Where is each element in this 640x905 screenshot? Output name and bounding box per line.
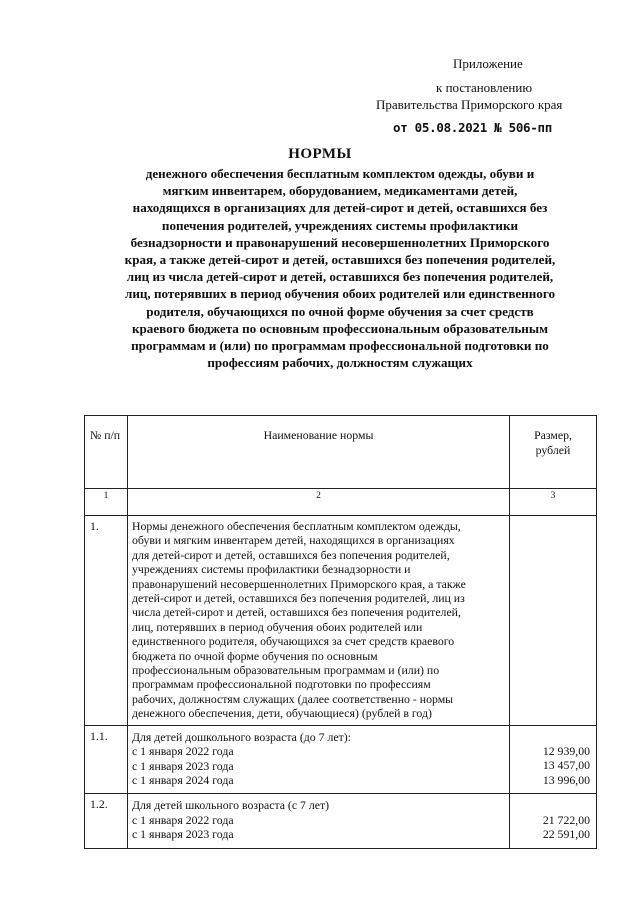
row-value: 12 939,00: [542, 744, 590, 759]
row-text-line: с 1 января 2023 года: [132, 758, 234, 773]
subtitle-line: мягким инвентарем, оборудованием, медикаментами детей,: [162, 183, 518, 199]
row-values: [510, 725, 597, 794]
subtitle-line: попечения родителей, учреждениях системы профилактики: [161, 217, 519, 233]
table-row: [85, 725, 597, 794]
subtitle-line: денежного обеспечения бесплатным комплектом одежды, обуви и: [145, 166, 535, 181]
row-text-line: детей-сирот и детей, оставшихся без попечения родителей, лиц из: [132, 591, 465, 606]
row-text-line: рабочих, должностям служащих (далее соответственно - нормы: [132, 691, 454, 706]
header-size: [510, 416, 597, 489]
subtitle-line: безнадзорности и правонарушений несовершеннолетних Приморского: [130, 234, 550, 250]
header-name: Наименование нормы: [128, 416, 510, 489]
row-values: [510, 794, 597, 848]
row-text-line: обуви и мягким инвентарем детей, находящихся в организациях: [132, 533, 455, 548]
appendix-label: Приложение: [453, 56, 523, 71]
resolution-number: от 05.08.2021 № 506-пп: [393, 120, 552, 135]
row-value: 22 591,00: [542, 827, 590, 842]
table-row: [85, 516, 597, 726]
row-number: 1.2.: [85, 794, 128, 848]
row-text-line: с 1 января 2023 года: [132, 827, 234, 842]
row-text-line: учреждениях системы профилактики безнадзорности и: [132, 562, 411, 577]
row-number: 1.: [85, 516, 128, 726]
row-text-line: с 1 января 2022 года: [132, 812, 234, 827]
row-text-line: правонарушений несовершеннолетних Приморского края, а также: [132, 576, 466, 591]
row-value: 21 722,00: [542, 812, 590, 827]
row-text-line: денежного обеспечения, дети, обучающиеся) (рублей в год): [132, 706, 432, 721]
header-size-line: рублей: [535, 443, 571, 457]
table-header-row: [85, 416, 597, 489]
subtitle-line: края, а также детей-сирот и детей, оставшихся без попечения родителей,: [124, 252, 556, 268]
subtitle-line: родителя, обучающихся по очной форме обучения за счет средств: [146, 303, 534, 319]
subtitle-line: программам и (или) по программам профессиональной подготовки по: [131, 338, 549, 354]
row-value: 13 996,00: [542, 772, 590, 787]
subtitle-line: профессиям рабочих, должностям служащих: [207, 355, 473, 371]
row-text-line: лиц, потерявших в период обучения обоих родителей или: [132, 619, 423, 634]
subtitle-line: лиц, потерявших в период обучения обоих родителей или единственного: [124, 286, 556, 302]
row-text-line: Для детей школьного возраста (с 7 лет): [132, 798, 330, 813]
row-value: 13 457,00: [542, 758, 590, 773]
row-text-line: бюджета по очной форме обучения по основным: [132, 648, 378, 663]
document-subtitle: [84, 165, 596, 371]
row-text-line: профессиональным образовательным программам и (или) по: [132, 663, 440, 678]
column-index-row: [85, 489, 597, 516]
column-index: 1: [85, 489, 128, 516]
subtitle-line: лиц из числа детей-сирот и детей, оставшихся без попечения родителей,: [126, 269, 554, 285]
government-label: Правительства Приморского края: [376, 97, 563, 112]
row-text-line: числа детей-сирот и детей, оставшихся без попечения родителей,: [132, 605, 461, 620]
row-value-empty: [510, 516, 597, 726]
table-row: [85, 794, 597, 848]
header-num: № п/п: [85, 416, 128, 489]
column-index: 3: [510, 489, 597, 516]
norms-table: [84, 415, 597, 849]
row-text: [128, 725, 510, 794]
document-title: НОРМЫ: [288, 146, 352, 162]
row-text-line: программам профессиональной подготовки по профессиям: [132, 677, 431, 692]
row-text-line: для детей-сирот и детей, оставшихся без попечения родителей,: [132, 547, 450, 562]
row-text: [128, 794, 510, 848]
column-index: 2: [128, 489, 510, 516]
row-text: [128, 516, 510, 726]
row-number: 1.1.: [85, 725, 128, 794]
subtitle-line: краевого бюджета по основным профессиональным образовательным: [131, 320, 548, 336]
subtitle-line: находящихся в организациях для детей-сирот и детей, оставшихся без: [132, 200, 548, 216]
resolution-label: к постановлению: [436, 80, 533, 95]
row-text-line: с 1 января 2024 года: [132, 772, 234, 787]
row-text-line: Для детей дошкольного возраста (до 7 лет):: [132, 729, 351, 744]
row-text-line: единственного родителя, обучающихся за счет средств краевого: [132, 634, 455, 649]
row-text-line: Нормы денежного обеспечения бесплатным комплектом одежды,: [132, 519, 461, 533]
header-size-line: Размер,: [534, 428, 572, 442]
row-text-line: с 1 января 2022 года: [132, 744, 234, 759]
